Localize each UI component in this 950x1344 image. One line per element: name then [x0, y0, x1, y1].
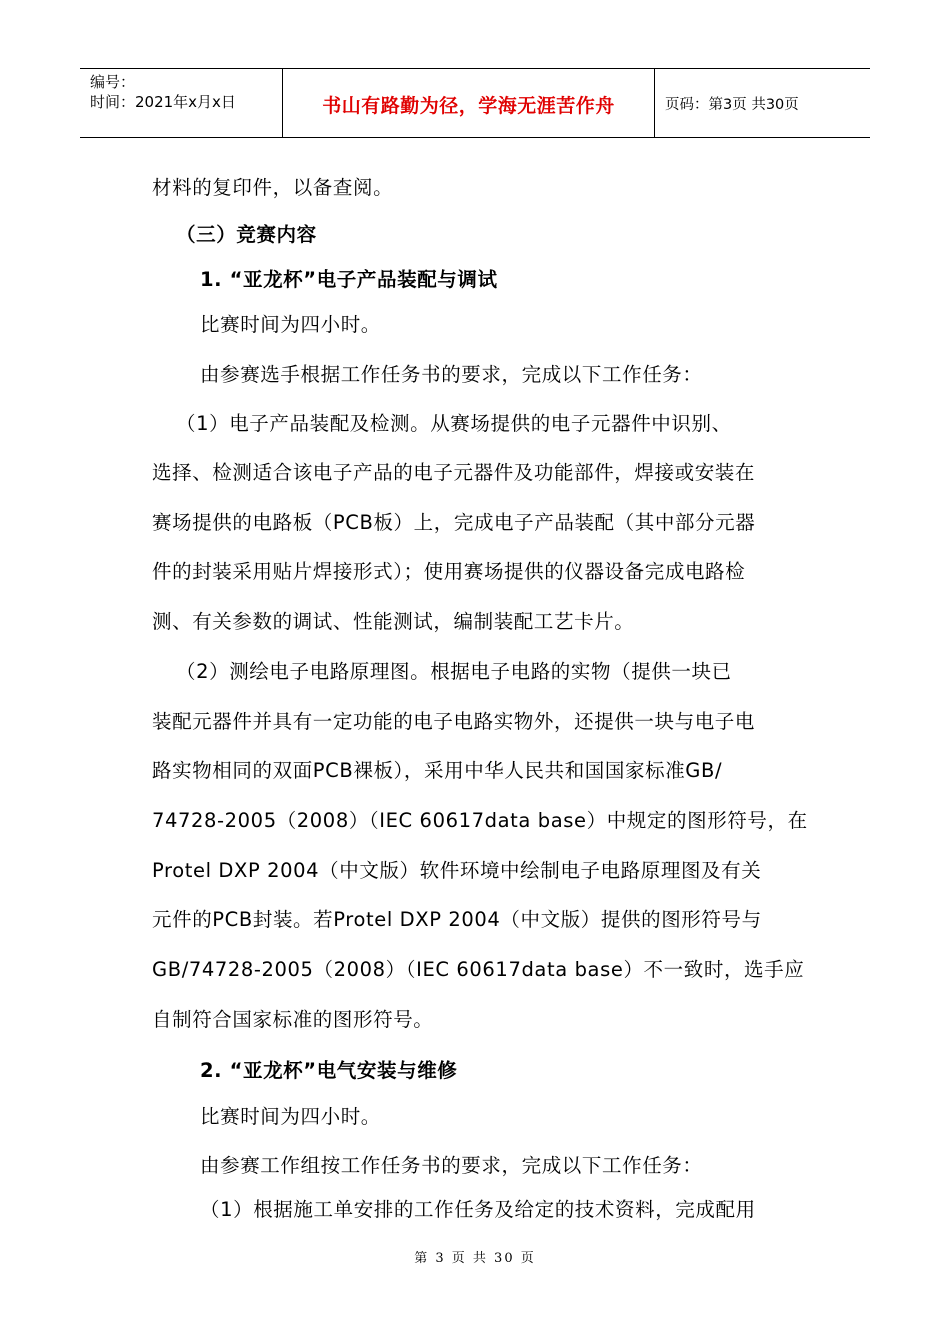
- paragraph-line: 由参赛选手根据工作任务书的要求，完成以下工作任务：: [200, 363, 703, 386]
- paragraph-line: 由参赛工作组按工作任务书的要求，完成以下工作任务：: [200, 1154, 703, 1177]
- paragraph-line: 装配元器件并具有一定功能的电子电路实物外，还提供一块与电子电: [152, 710, 756, 733]
- paragraph-line: 测、有关参数的调试、性能测试，编制装配工艺卡片。: [152, 610, 635, 633]
- header-meta-cell: [80, 69, 283, 137]
- paragraph-line: 件的封装采用贴片焊接形式）；使用赛场提供的仪器设备完成电路检: [152, 560, 746, 583]
- paragraph-line: 材料的复印件，以备查阅。: [152, 176, 394, 199]
- paragraph-line: Protel DXP 2004（中文版）软件环境中绘制电子电路原理图及有关: [152, 859, 762, 882]
- paragraph-line: 比赛时间为四小时。: [200, 1105, 381, 1128]
- paragraph-line: （1）电子产品装配及检测。从赛场提供的电子元器件中识别、: [176, 412, 732, 435]
- paragraph-line: （1）根据施工单安排的工作任务及给定的技术资料，完成配用: [200, 1198, 756, 1221]
- paragraph-line: 路实物相同的双面PCB裸板），采用中华人民共和国国家标准GB/: [152, 759, 723, 782]
- paragraph-line: 赛场提供的电路板（PCB板）上，完成电子产品装配（其中部分元器: [152, 511, 756, 534]
- header-motto: 书山有路勤为径，学海无涯苦作舟: [322, 95, 615, 117]
- header-page-cell: [655, 69, 870, 137]
- subsection-heading: 2. “亚龙杯”电气安装与维修: [200, 1059, 458, 1082]
- paragraph-line: 元件的PCB封装。若Protel DXP 2004（中文版）提供的图形符号与: [152, 908, 762, 931]
- document-date-label: 时间：2021年x月x日: [90, 93, 236, 111]
- document-number-label: 编号：: [90, 73, 136, 91]
- paragraph-line: （2）测绘电子电路原理图。根据电子电路的实物（提供一块已: [176, 660, 732, 683]
- header-page-info: 页码：第3页 共30页: [665, 97, 799, 113]
- page-header: [80, 68, 870, 138]
- subsection-heading: 1. “亚龙杯”电子产品装配与调试: [200, 268, 498, 291]
- paragraph-line: 74728-2005（2008）（IEC 60617data base）中规定的图形符号，在: [152, 809, 808, 832]
- page-footer: 第 3 页 共 30 页: [414, 1251, 536, 1266]
- paragraph-line: 选择、检测适合该电子产品的电子元器件及功能部件，焊接或安装在: [152, 461, 756, 484]
- section-heading: （三）竞赛内容: [176, 223, 317, 246]
- header-motto-cell: [283, 69, 655, 137]
- paragraph-line: GB/74728-2005（2008）（IEC 60617data base）不一致时，选手应: [152, 958, 805, 981]
- paragraph-line: 比赛时间为四小时。: [200, 313, 381, 336]
- paragraph-line: 自制符合国家标准的图形符号。: [152, 1008, 434, 1031]
